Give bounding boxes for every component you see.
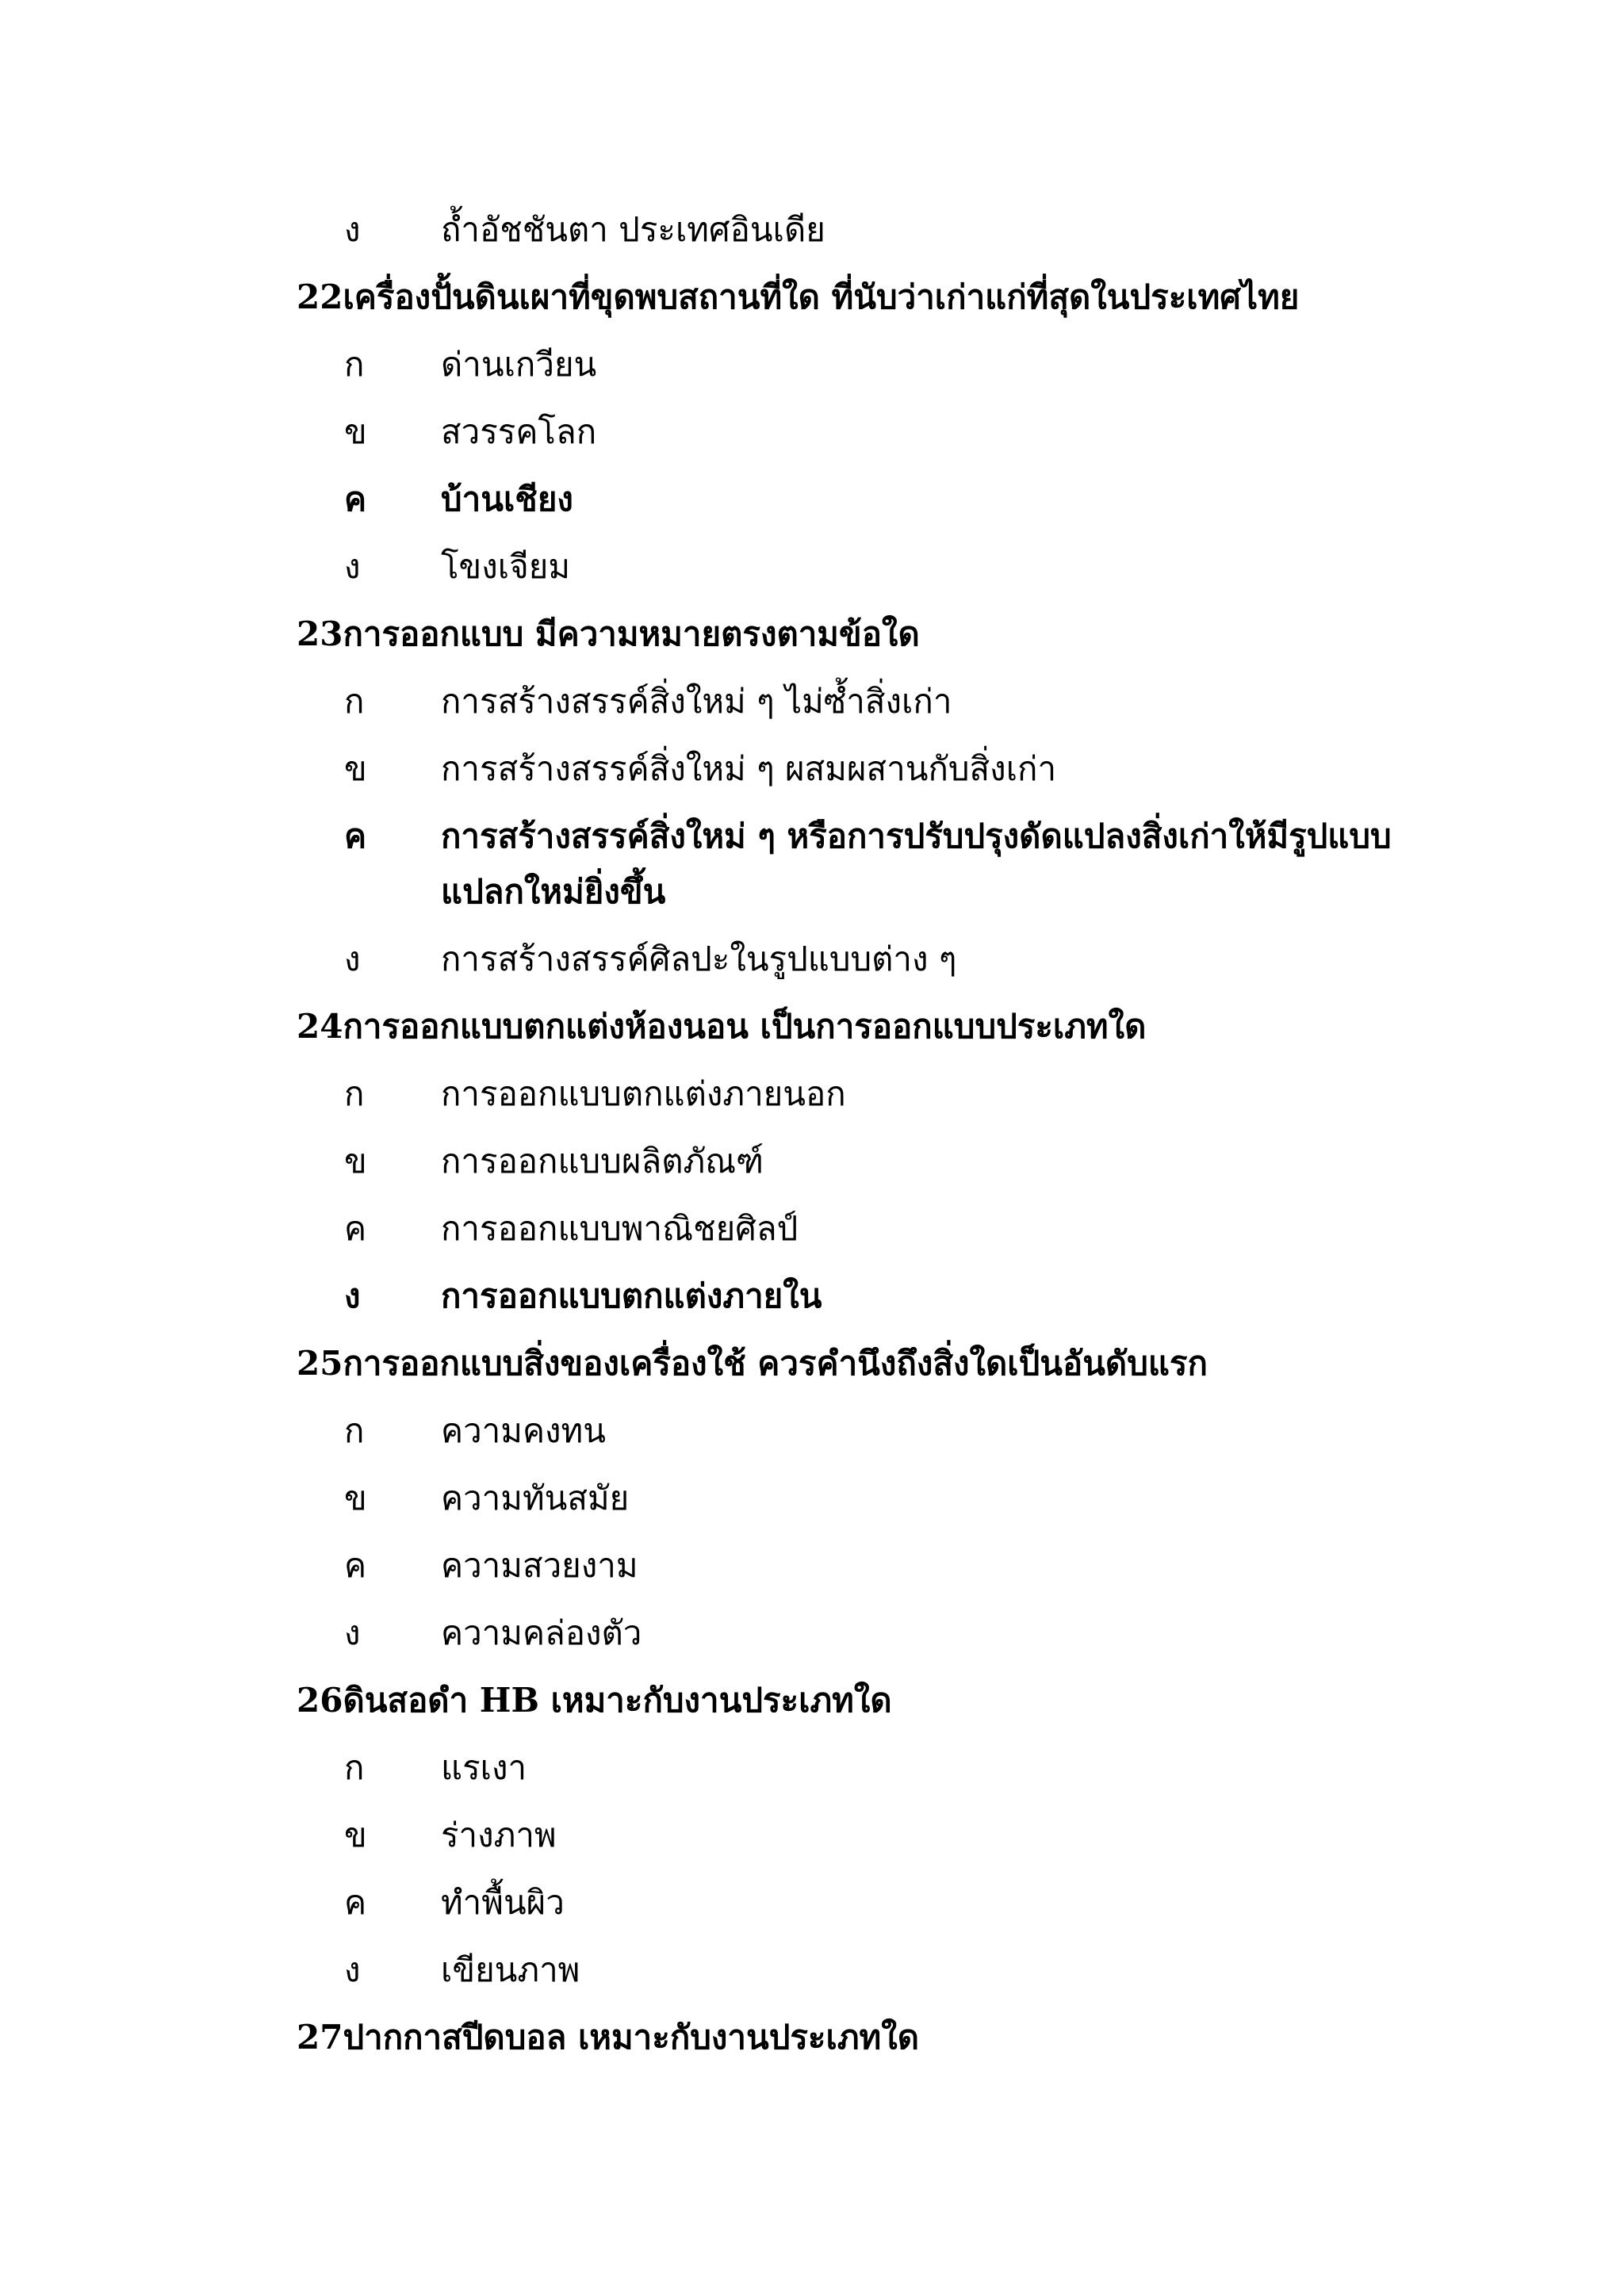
option-text: โขงเจียม — [441, 547, 571, 586]
option-text: การออกแบบตกแต่งภายนอก — [441, 1074, 846, 1113]
option-letter: ข — [344, 1142, 367, 1181]
option-letter: ง — [344, 1950, 361, 1989]
question-text: 24การออกแบบตกแต่งห้องนอน เป็นการออกแบบประเภทใด — [297, 1007, 1147, 1046]
option-text: ความสวยงาม — [441, 1546, 638, 1585]
option-text: ด่านเกวียน — [441, 345, 597, 384]
option-letter: ง — [344, 547, 361, 586]
option-text: ความคงทน — [441, 1411, 606, 1450]
option-text: ความคล่องตัว — [441, 1613, 642, 1652]
option-letter: ง — [344, 1276, 361, 1315]
option-text: บ้านเชียง — [441, 480, 573, 519]
option-text: การสร้างสรรค์สิ่งใหม่ ๆ ไม่ซ้ำสิ่งเก่า — [441, 682, 952, 721]
option-letter: ข — [344, 1816, 367, 1854]
question-text: 27ปากกาสปีดบอล เหมาะกับงานประเภทใด — [297, 2018, 919, 2057]
option-text: การสร้างสรรค์สิ่งใหม่ ๆ ผสมผสานกับสิ่งเก่า — [441, 749, 1057, 788]
option-letter: ง — [344, 939, 361, 978]
option-letter: ก — [344, 1748, 365, 1787]
option-letter: ค — [344, 1209, 367, 1248]
question-text: 26ดินสอดำ HB เหมาะกับงานประเภทใด — [297, 1681, 892, 1720]
option-letter: ค — [344, 817, 367, 855]
option-text: การสร้างสรรค์ศิลปะในรูปแบบต่าง ๆ — [441, 939, 957, 978]
option-letter: ค — [344, 1546, 367, 1585]
option-text: ทำพื้นผิว — [441, 1883, 565, 1922]
option-letter: ง — [344, 1613, 361, 1652]
option-text: แรเงา — [441, 1748, 527, 1787]
option-text: การออกแบบตกแต่งภายใน — [441, 1276, 822, 1315]
option-letter: ข — [344, 412, 367, 451]
option-letter: ง — [344, 210, 361, 249]
option-text: การออกแบบพาณิชยศิลป์ — [441, 1209, 799, 1248]
option-text: ร่างภาพ — [441, 1816, 557, 1854]
question-text: 22เครื่องปั้นดินเผาที่ขุดพบสถานที่ใด ที่นับว่าเก่าแก่ที่สุดในประเทศไทย — [297, 277, 1300, 316]
option-letter: ข — [344, 1479, 367, 1517]
question-text: 25การออกแบบสิ่งของเครื่องใช้ ควรคำนึงถึงสิ่งใดเป็นอันดับแรก — [297, 1344, 1208, 1383]
option-letter: ข — [344, 749, 367, 788]
option-text: สวรรคโลก — [441, 412, 597, 451]
option-letter: ก — [344, 1074, 365, 1113]
option-letter: ก — [344, 1411, 365, 1450]
option-text: ความทันสมัย — [441, 1479, 630, 1517]
option-text: การออกแบบผลิตภัณฑ์ — [441, 1142, 764, 1181]
option-letter: ก — [344, 682, 365, 721]
option-text: การสร้างสรรค์สิ่งใหม่ ๆ หรือการปรับปรุงดัดแปลงสิ่งเก่าให้มีรูปแบบ — [441, 817, 1392, 855]
option-letter: ก — [344, 345, 365, 384]
option-text: ถ้ำอัชชันตา ประเทศอินเดีย — [441, 210, 825, 249]
question-text: 23การออกแบบ มีความหมายตรงตามข้อใด — [297, 614, 920, 653]
option-letter: ค — [344, 480, 367, 519]
option-text: เขียนภาพ — [441, 1950, 580, 1989]
option-text-continuation: แปลกใหม่ยิ่งขึ้น — [441, 872, 666, 911]
option-letter: ค — [344, 1883, 367, 1922]
